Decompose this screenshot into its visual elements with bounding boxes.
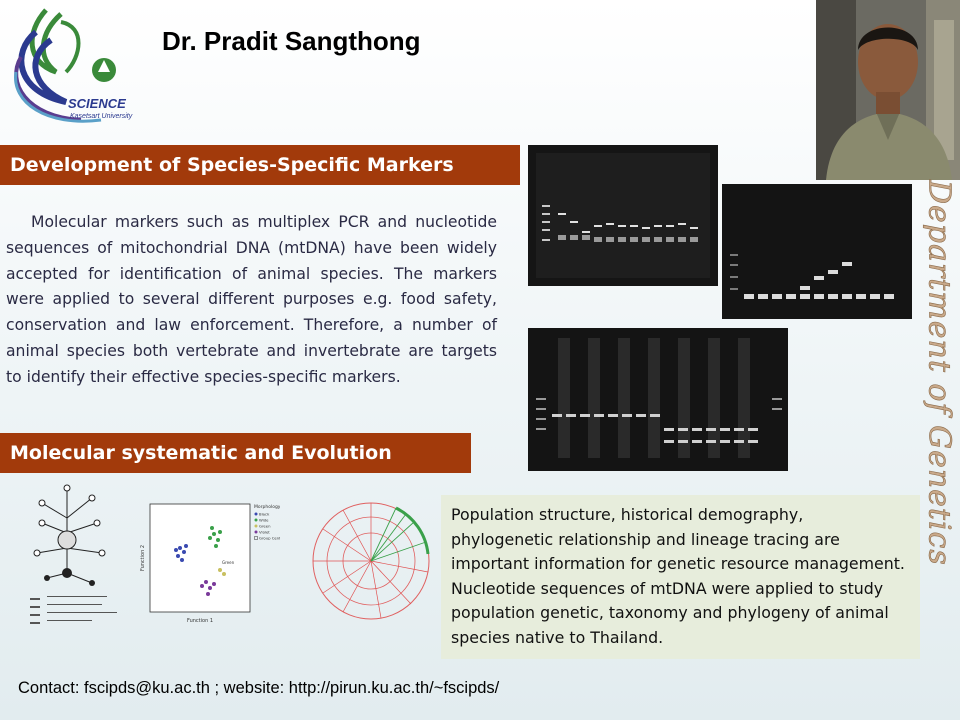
page-title: Dr. Pradit Sangthong bbox=[162, 26, 421, 56]
haplotype-network-figure bbox=[22, 478, 132, 633]
portrait-photo bbox=[816, 0, 960, 180]
scatter-ylabel: Function 2 bbox=[140, 544, 146, 572]
circular-phylogeny-figure bbox=[296, 494, 446, 628]
contact-info: Contact: fscipds@ku.ac.th ; website: http://pirun.ku.ac.th/~fscipds/ bbox=[18, 679, 500, 697]
scatter-legend-title: Morphology bbox=[254, 505, 280, 510]
scatter-legend-item: Wide bbox=[259, 517, 269, 523]
scatter-legend-item: Black bbox=[259, 511, 270, 517]
gel-image-2 bbox=[722, 184, 912, 319]
gel-image-1 bbox=[528, 145, 718, 286]
discriminant-scatter-figure bbox=[140, 498, 280, 626]
evolution-description: Population structure, historical demography, phylogenetic relationship and lineage tracing are important information for genetic resource management. Nucleotide sequences of mtDNA were applied to study population genetic, taxonomy and phylogeny of animal species native to Thailand. bbox=[441, 495, 920, 659]
department-vertical-title bbox=[918, 180, 960, 620]
scatter-xlabel: Function 1 bbox=[186, 618, 214, 624]
gel-image-3 bbox=[528, 328, 788, 471]
department-label: Department of Genetics bbox=[921, 180, 957, 566]
section-title-evolution: Molecular systematic and Evolution bbox=[0, 433, 471, 473]
scatter-legend-item: Group Centr bbox=[259, 535, 280, 541]
scatter-annotation: Green bbox=[222, 560, 235, 565]
faculty-logo bbox=[6, 2, 156, 132]
scatter-legend-item: Green bbox=[259, 523, 271, 529]
logo-subtext: Kasetsart University bbox=[70, 113, 133, 120]
markers-description: Molecular markers such as multiplex PCR and nucleotide sequences of mitochondrial DNA (mtDNA) have been widely accepted for identification of animal species. The markers were applied to several different purposes e.g. food safety, conservation and law enforcement. Therefore, a number of animal species both vertebrate and invertebrate are targets to identify their effective species-specific markers. bbox=[6, 213, 497, 386]
logo-text: SCIENCE bbox=[68, 96, 126, 111]
scatter-legend-item: Violet bbox=[259, 529, 270, 535]
section-title-markers: Development of Species-Specific Markers bbox=[0, 145, 520, 185]
